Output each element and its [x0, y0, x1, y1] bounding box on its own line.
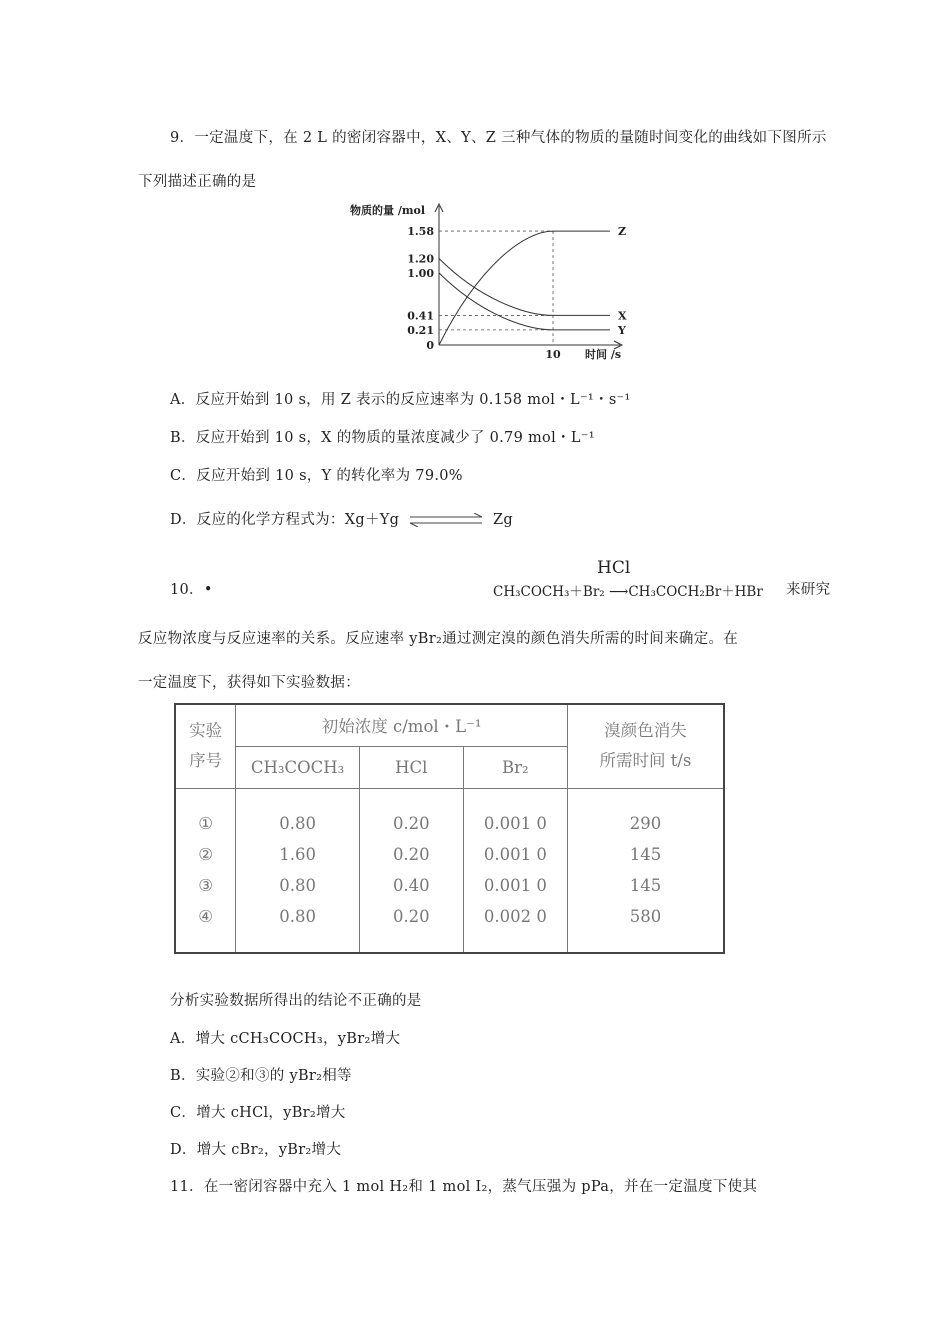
row-2-hcl: 0.20 — [392, 845, 430, 865]
row-4-acetone: 0.80 — [279, 907, 316, 927]
q9-option-d — [170, 508, 513, 529]
row-1-hcl: 0.20 — [392, 814, 430, 834]
q10-option-a: A．增大 cCH₃COCH₃，yBr₂增大 — [170, 1031, 401, 1047]
q10-option-c: C．增大 cHCl，yBr₂增大 — [170, 1105, 346, 1121]
row-4-br2: 0.002 0 — [483, 907, 547, 927]
column-br2 — [463, 788, 567, 953]
y-tick-label: 1.20 — [407, 252, 434, 266]
q9-stem-line1: 9．一定温度下，在 2 L 的密闭容器中，X、Y、Z 三种气体的物质的量随时间变化的曲线如下图所示 — [170, 130, 827, 146]
q9-option-d-prefix: D．反应的化学方程式为： — [170, 512, 345, 528]
q10-number: 10．• — [170, 582, 213, 598]
row-3-br2: 0.001 0 — [483, 876, 547, 896]
y-tick-label: 1.58 — [407, 225, 434, 239]
row-2-br2: 0.001 0 — [483, 845, 547, 865]
q10-option-b: B．实验②和③的 yBr₂相等 — [170, 1068, 352, 1084]
row-4-hcl: 0.20 — [392, 907, 430, 927]
x-tick-label: 10 — [545, 348, 561, 361]
row-2-no: ② — [198, 845, 214, 865]
y-axis-label: 物质的量 /mol — [350, 204, 426, 217]
column-hcl — [359, 788, 463, 953]
q9-option-c: C．反应开始到 10 s，Y 的转化率为 79.0% — [170, 468, 463, 484]
sub-header-acetone: CH₃COCH₃ — [236, 746, 360, 788]
row-2-time: 145 — [629, 845, 662, 865]
q10-question: 分析实验数据所得出的结论不正确的是 — [170, 993, 422, 1009]
q9-stem-line2: 下列描述正确的是 — [138, 174, 257, 190]
series-x-label: X — [618, 309, 627, 323]
row-1-no: ① — [198, 814, 214, 834]
q9-option-d-left: Xg＋Yg — [344, 512, 400, 528]
q9-option-b: B．反应开始到 10 s，X 的物质的量浓度减少了 0.79 mol・L⁻¹ — [170, 430, 595, 446]
q10-stem-line2: 反应物浓度与反应速率的关系。反应速率 yBr₂通过测定溴的颜色消失所需的时间来确定。在 — [138, 631, 739, 647]
row-3-no: ③ — [198, 876, 214, 896]
column-no — [175, 788, 236, 953]
series-z-line — [439, 231, 610, 345]
y-tick-label: 0 — [426, 339, 434, 352]
q9-chart — [340, 198, 640, 363]
series-z-label: Z — [618, 225, 627, 239]
row-4-no: ④ — [198, 907, 214, 927]
q10-option-d: D．增大 cBr₂，yBr₂增大 — [170, 1142, 342, 1158]
col-header-time: 溴颜色消失 所需时间 t/s — [567, 704, 724, 788]
series-y-label: Y — [618, 323, 626, 337]
row-3-acetone: 0.80 — [279, 876, 316, 896]
col-header-conc: 初始浓度 c/mol・L⁻¹ — [236, 704, 568, 746]
q9-option-d-right: Zg — [493, 512, 514, 528]
y-tick-label: 1.00 — [407, 266, 434, 280]
row-4-time: 580 — [629, 907, 662, 927]
q10-data-table — [174, 703, 725, 954]
y-tick-label: 0.21 — [407, 323, 434, 337]
y-tick-label: 0.41 — [407, 309, 434, 323]
q9-option-a: A．反应开始到 10 s，用 Z 表示的反应速率为 0.158 mol・L⁻¹・s⁻¹ — [170, 392, 631, 408]
series-x-line — [439, 258, 610, 315]
column-acetone — [236, 788, 360, 953]
q10-catalyst: HCl — [597, 558, 631, 578]
col-header-no: 实验 序号 — [175, 704, 236, 788]
row-2-acetone: 1.60 — [279, 845, 316, 865]
q10-stem-line3: 一定温度下，获得如下实验数据： — [138, 675, 360, 691]
sub-header-br2: Br₂ — [463, 746, 567, 788]
q10-equation: CH₃COCH₃＋Br₂ ⟶CH₃COCH₂Br＋HBr — [493, 584, 763, 600]
row-1-acetone: 0.80 — [279, 814, 316, 834]
q11-stem-line1: 11．在一密闭容器中充入 1 mol H₂和 1 mol I₂，蒸气压强为 pPa，并在一定温度下使其 — [170, 1179, 758, 1195]
column-time — [567, 788, 724, 953]
row-1-time: 290 — [629, 814, 662, 834]
row-1-br2: 0.001 0 — [483, 814, 547, 834]
q10-equation-tail: 来研究 — [786, 582, 831, 598]
row-3-hcl: 0.40 — [392, 876, 430, 896]
x-axis-label: 时间 /s — [585, 348, 622, 361]
equilibrium-arrow-icon — [406, 513, 486, 527]
sub-header-hcl: HCl — [359, 746, 463, 788]
row-3-time: 145 — [629, 876, 662, 896]
